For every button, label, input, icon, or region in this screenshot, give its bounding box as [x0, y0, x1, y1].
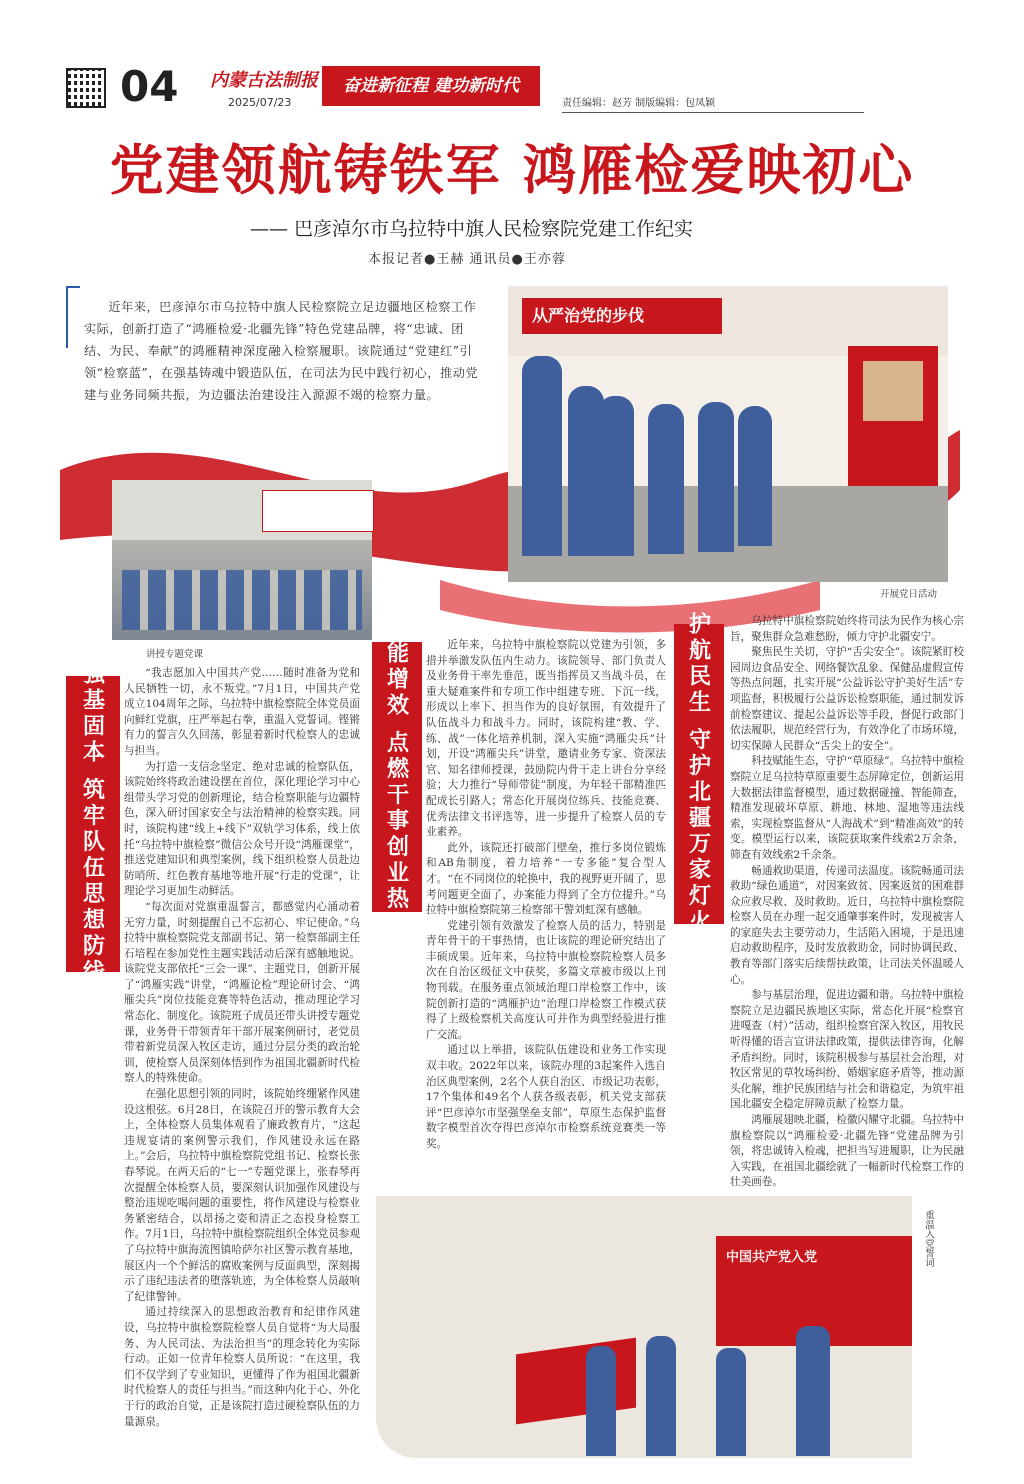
section-3-paragraph: 参与基层治理，促进边疆和谐。乌拉特中旗检察院立足边疆民族地区实际，常态化开展“检察官进嘎查（村）”活动，组织检察官深入牧区，用牧民听得懂的语言宣讲法律政策，提供法律咨询，化解矛盾纠纷。同时，该院积极参与基层社会治理，对牧区常见的草牧场纠纷、婚姻家庭矛盾等，推动源头化解，维护民族团结与社会和谐稳定，为筑牢祖国北疆安全稳定屏障贡献了检察力量。	[730, 989, 964, 1111]
section-title-2: 赋能增效 点燃干事创业热情	[383, 615, 410, 939]
section-1-paragraph: “我志愿加入中国共产党……随时准备为党和人民牺牲一切，永不叛党。”7月1日，中国共产党成立104周年之际，乌拉特中旗检察院全体党员面向鲜红党旗，庄严举起右拳，重温入党誓词。铿锵有力的誓言久久回荡，彰显着新时代检察人的忠诚与担当。	[124, 667, 360, 757]
section-3-paragraph: 畅通救助渠道，传递司法温度。该院畅通司法救助“绿色通道”，对因案致贫、因案返贫的困难群众应救尽救、及时救助。近日，乌拉特中旗检察院检察人员在办理一起交通肇事案件时，发现被害人的家庭失去主要劳动力，生活陷入困境，于是迅速启动救助程序，及时发放救助金，同时协调民政、教育等部门落实后续帮扶政策，让司法关怀温暖人心。	[730, 864, 964, 986]
section-2-paragraph: 通过以上举措，该院队伍建设和业务工作实现双丰收。2022年以来，该院办理的3起案件入选自治区典型案例，2名个人获自治区、市级记功表彰，17个集体和49名个人获各级表彰，机关党支部获评“巴彦淖尔市坚强堡垒支部”，草原生态保护监督数字模型首次夺得巴彦淖尔市检察系统竞赛类一等奖。	[426, 1044, 666, 1150]
slogan-banner: 奋进新征程 建功新时代	[322, 66, 540, 106]
section-2-paragraph: 近年来，乌拉特中旗检察院以党建为引领，多措并举激发队伍内生动力。该院领导、部门负责人及业务骨干率先垂范，既当指挥员又当战斗员，在重大疑难案件和专项工作中组建专班、下沉一线，形成以上率下、担当作为的良好氛围，有效提升了队伍战斗力和战斗力。同时，该院构建“教、学、练、战”一体化培养机制，深入实施“鸿雁尖兵”计划，开设“鸿雁尖兵”讲堂，邀请业务专家、资深法官、知名律师授课，鼓励院内骨干走上讲台分享经验；大力推行“导师带徒”制度，为年轻干部精准匹配成长引路人；常态化开展岗位练兵、技能竞赛、优秀法律文书评选等，进一步提升了检察人员的专业素养。	[426, 639, 666, 839]
section-3-paragraph: 科技赋能生态，守护“草原绿”。乌拉特中旗检察院立足乌拉特草原重要生态屏障定位，创新运用大数据法律监督模型，通过数据碰撞、智能筛查，精准发现破坏草原、耕地、林地、湿地等违法线索，实现检察监督从“人海战术”到“精准高效”的转变。模型运行以来，该院获取案件线索2万余条，筛查有效线索2千余条。	[730, 755, 964, 861]
section-1-paragraph: 为打造一支信念坚定、绝对忠诚的检察队伍，该院始终将政治建设摆在首位，深化理论学习中心组带头学习党的创新理论，结合检察职能与边疆特色，深入研讨国家安全与法治精神的检察实践。同时，该院构建“线上+线下”双轨学习体系，线上依托“乌拉特中旗检察”微信公众号开设“鸿雁课堂”，推送党建知识和典型案例，线下组织检察人员赴边防哨所、红色教育基地等地开展“行走的党课”，让理论学习更加生动鲜活。	[124, 760, 360, 898]
section-2-text	[426, 638, 666, 1172]
section-1-text	[124, 666, 360, 1428]
section-3-paragraph: 聚焦民生关切，守护“舌尖安全”。该院紧盯校园周边食品安全、网络餐饮乱象、保健品虚假宣传等热点问题，扎实开展“公益诉讼守护美好生活”专项监督，积极履行公益诉讼检察职能，通过制发诉前检察建议、提起公益诉讼等手段，督促行政部门依法履职，规范经营行为，有效净化了市场环境，切实保障人民群众“舌尖上的安全”。	[730, 646, 964, 752]
section-1-paragraph: 在强化思想引领的同时，该院始终绷紧作风建设这根弦。6月28日，在该院召开的警示教育大会上，全体检察人员集体观看了廉政教育片，“这起违规宴请的案例警示我们，作风建设永远在路上。”会后，乌拉特中旗检察院党组书记、检察长张春琴说。在两天后的“七一”专题党课上，张春琴再次提醒全体检察人员，要深刻认识加强作风建设与整治违规吃喝问题的重要性，将作风建设与检察业务紧密结合，以昂扬之姿和清正之态投身检察工作。7月1日，乌拉特中旗检察院组织全体党员参观了乌拉特中旗海流图镇哈萨尔社区警示教育基地，展区内一个个鲜活的腐败案例与反面典型，深刻揭示了违纪违法者的堕落轨迹，为全体检察人员敲响了纪律警钟。	[124, 1088, 360, 1303]
photo-oath-banner-text: 中国共产党入党	[726, 1250, 818, 1265]
section-3-paragraph: 鸿雁展翅映北疆，检徽闪耀守北疆。乌拉特中旗检察院以“鸿雁检爱·北疆先锋”党建品牌为引领，将忠诚铸入检魂，把担当写进履职，让为民融入实践，在祖国北疆绘就了一幅新时代检察工作的壮美画卷。	[730, 1114, 964, 1189]
subheadline: —— 巴彦淖尔市乌拉特中旗人民检察院党建工作纪实	[250, 218, 694, 240]
masthead-logo: 内蒙古法制报	[210, 70, 318, 91]
party-lecture-photo	[112, 480, 372, 640]
section-banner-2	[372, 615, 422, 939]
caption-party-lecture: 讲授专题党课	[146, 649, 204, 660]
party-day-photo	[508, 286, 948, 582]
oath-photo	[376, 1196, 912, 1458]
byline: 本报记者●王赫 通讯员●王亦蓉	[368, 252, 566, 267]
section-banner-3	[674, 612, 724, 936]
header-divider	[562, 112, 864, 113]
page-number: 04	[120, 62, 179, 111]
section-3-paragraph: 乌拉特中旗检察院始终将司法为民作为核心宗旨，聚焦群众急难愁盼，倾力守护北疆安宁。	[730, 615, 964, 643]
caption-party-day: 开展党日活动	[880, 589, 938, 600]
photo-banner-text: 从严治党的步伐	[522, 298, 722, 334]
section-2-paragraph: 此外，该院还打破部门壁垒，推行多岗位锻炼和AB角制度，着力培养“一专多能”复合型人才。“在不同岗位的轮换中，我的视野更开阔了，思考问题更全面了，办案能力得到了全方位提升。”乌拉特中旗检察院第三检察部干警刘虹深有感触。	[426, 841, 666, 917]
editor-credits: 责任编辑：赵芳 制版编辑：包凤颖	[562, 98, 716, 109]
section-title-3: 护航民生 守护北疆万家灯火	[685, 612, 712, 936]
qr-code	[66, 68, 106, 108]
headline: 党建领航铸铁军 鸿雁检爱映初心	[109, 138, 915, 202]
lead-paragraph: 近年来，巴彦淖尔市乌拉特中旗人民检察院立足边疆地区检察工作实际，创新打造了“鸿雁检爱·北疆先锋”特色党建品牌，将“忠诚、团结、为民、奉献”的鸿雁精神深度融入检察履职。该院通过“党建红”引领“检察蓝”，在强基铸魂中锻造队伍，在司法为民中践行初心，推动党建与业务同频共振，为边疆法治建设注入源源不竭的检察力量。	[84, 300, 479, 402]
section-1-paragraph: 通过持续深入的思想政治教育和纪律作风建设，乌拉特中旗检察院检察人员自觉将“为大局服务、为人民司法、为法治担当”的理念转化为实际行动。正如一位青年检察人员所说：“在这里，我们不仅学到了专业知识，更懂得了作为祖国北疆新时代检察人的责任与担当。”而这种内化于心、外化于行的政治自觉，正是该院打造过硬检察队伍的力量源泉。	[124, 1306, 360, 1428]
section-2-paragraph: 党建引领有效激发了检察人员的活力，特别是青年骨干的干事热情，也让该院的理论研究结出了丰硕成果。近年来，乌拉特中旗检察院检察人员多次在自治区级征文中获奖，多篇文章被市级以上刊物刊载。在服务重点领域治理口岸检察工作中，该院创新打造的“鸿雁护边”治理口岸检察工作模式获得了上级检察机关高度认可并作为典型经验进行推广交流。	[426, 919, 666, 1041]
section-1-paragraph: “每次面对党旗重温誓言，都感觉内心涌动着无穷力量，时刻提醒自己不忘初心、牢记使命。”乌拉特中旗检察院党支部副书记、第一检察部副主任石培程在参加党性主题实践活动后深有感触地说。该院党支部依托“三会一课”、主题党日，创新开展了“鸿雁实践”讲堂，“鸿雁论检”理论研讨会、“鸿雁尖兵”岗位技能竞赛等特色活动，推动理论学习常态化、制度化。该院班子成员还带头讲授专题党课，业务骨干带领青年干部开展案例研讨，老党员带着新党员深入牧区走访，通过分层分类的政治轮训，使检察人员深刻体悟到作为祖国北疆新时代检察人的特殊使命。	[124, 900, 360, 1085]
section-3-text	[730, 614, 964, 1189]
section-title-1: 强基固本 筑牢队伍思想防线	[79, 662, 106, 986]
section-banner-1	[66, 662, 120, 986]
publication-date: 2025/07/23	[228, 96, 292, 109]
caption-oath: 重温入党誓词	[923, 1210, 934, 1267]
